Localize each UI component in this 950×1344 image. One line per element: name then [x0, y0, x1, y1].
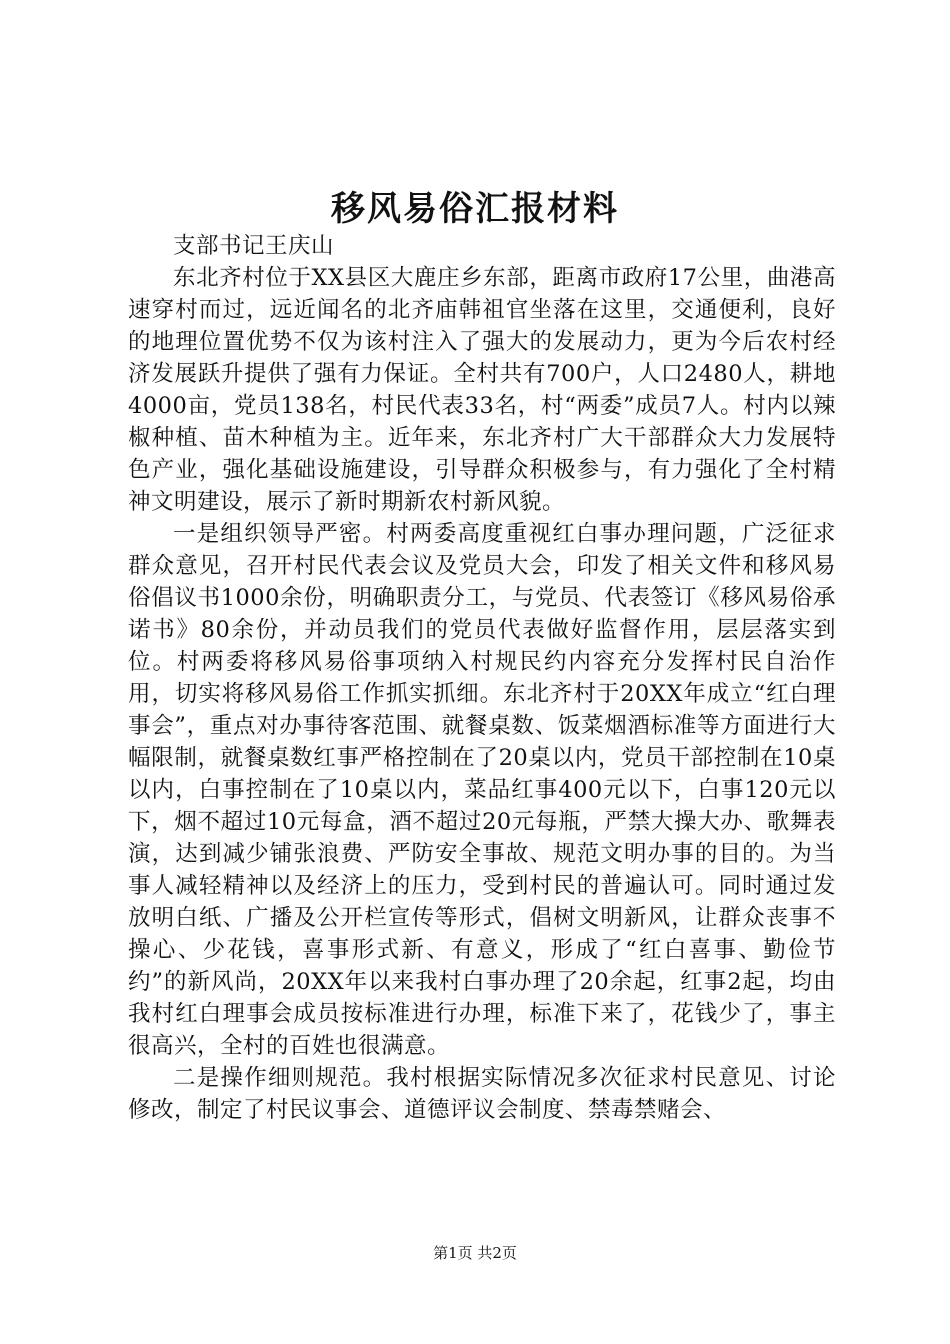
document-body: [128, 230, 836, 1126]
page-footer: 第1页 共2页: [433, 1244, 517, 1262]
document-title: 移风易俗汇报材料: [331, 189, 619, 229]
paragraph-intro: 东北齐村位于XX县区大鹿庄乡东部，距离市政府17公里，曲港高速穿村而过，远近闻名的北齐庙韩祖官坐落在这里，交通便利，良好的地理位置优势不仅为该村注入了强大的发展动力，更为今后农村经济发展跃升提供了强有力保证。全村共有700户，人口2480人，耕地4000亩，党员138名，村民代表33名，村“两委”成员7人。村内以辣椒种植、苗木种植为主。近年来，东北齐村广大干部群众大力发展特色产业，强化基础设施建设，引导群众积极参与，有力强化了全村精神文明建设，展示了新时期新农村新风貌。: [128, 265, 836, 515]
paragraph-rules: 二是操作细则规范。我村根据实际情况多次征求村民意见、讨论修改，制定了村民议事会、道德评议会制度、禁毒禁赌会、: [128, 1065, 836, 1123]
paragraph-organization: 一是组织领导严密。村两委高度重视红白事办理问题，广泛征求群众意见，召开村民代表会议及党员大会，印发了相关文件和移风易俗倡议书1000余份，明确职责分工，与党员、代表签订《移风易俗承诺书》80余份，并动员我们的党员代表做好监督作用，层层落实到位。村两委将移风易俗事项纳入村规民约内容充分发挥村民自治作用，切实将移风易俗工作抓实抓细。东北齐村于20XX年成立“红白理事会”，重点对办事待客范围、就餐桌数、饭菜烟酒标准等方面进行大幅限制，就餐桌数红事严格控制在了20桌以内，党员干部控制在10桌以内，白事控制在了10桌以内，菜品红事400元以下，白事120元以下，烟不超过10元每盒，酒不超过20元每瓶，严禁大操大办、歌舞表演，达到减少铺张浪费、严防安全事故、规范文明办事的目的。为当事人减轻精神以及经济上的压力，受到村民的普遍认可。同时通过发放明白纸、广播及公开栏宣传等形式，倡树文明新风，让群众丧事不操心、少花钱，喜事形式新、有意义，形成了“红白喜事、勤俭节约”的新风尚，20XX年以来我村白事办理了20余起，红事2起，均由我村红白理事会成员按标准进行办理，标准下来了，花钱少了，事主很高兴，全村的百姓也很满意。: [128, 521, 836, 1059]
author-line: 支部书记王庆山: [173, 233, 335, 259]
